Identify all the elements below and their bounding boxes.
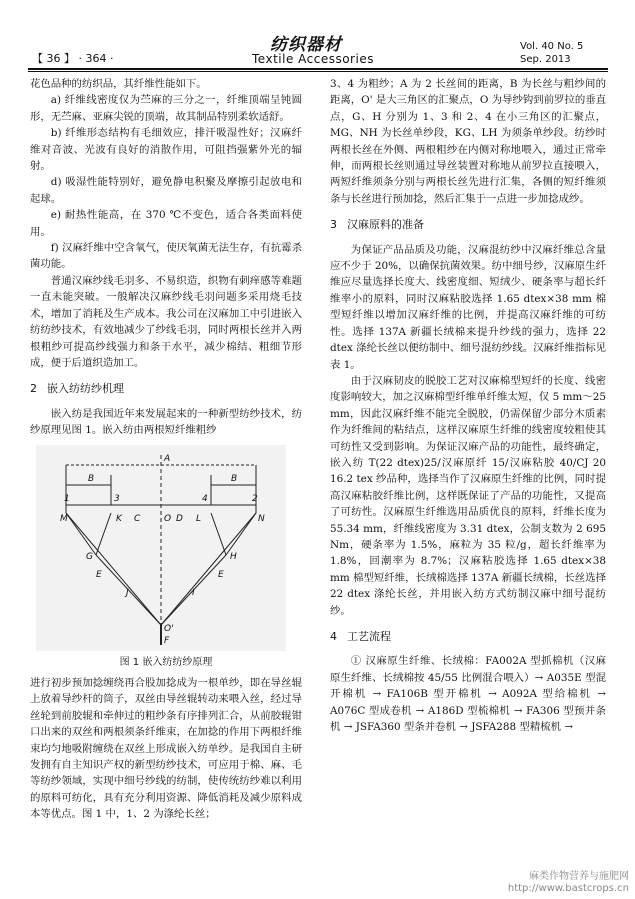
- paragraph: ① 汉麻原生纤维、长绒棉：FA002A 型抓棉机（汉麻原生纤维、长绒棉按 45/55 比例混合喂入）→ A035E 型混开棉机 → FA106B 型开棉机 → A092A 型给棉机 → A076C 型成卷机 → A186D 型梳棉机 → FA306 型预并条机 → JSFA360 型条并卷机 → JSFA288 型精梳机 →: [330, 655, 606, 734]
- label-Op: O': [164, 623, 174, 634]
- figure-caption: 图 1 嵌入纺纺纱原理: [119, 656, 213, 668]
- page-box: 【 36 】: [32, 52, 75, 65]
- section-heading-3: [330, 217, 606, 233]
- label-D: D: [176, 513, 183, 524]
- issue-date: Sep. 2013: [520, 54, 571, 65]
- issue-info: [520, 40, 583, 66]
- label-B: B: [88, 473, 95, 484]
- spinning-diagram: [36, 445, 286, 651]
- paragraph: 进行初步预加捻缠绕再合股加捻成为一根单纱，即在导丝辊上放着导纱杆的筒子，双丝由导丝辊转动来喂入丝，经过导丝轮到前胶辊和牵伸过的粗纱条有序排列汇合，从前胶辊钳口出来的双丝和两根须条纤维束，在加捻的作用下两根纤维束均匀地吸附缠绕在双丝上形成嵌入纺单纱。是我国自主研发拥有自主知识产权的新型纺纱技术，可应用于棉、麻、毛等纺纱领域，实现中细号纱线的纺制，使传统纺纱难以利用的原料可纺化，具有充分利用资源、降低消耗及减少原料成本等优点。图 1 中，1、2 为涤纶长丝；: [30, 676, 302, 821]
- list-item: d) 吸湿性能特别好，避免静电积聚及摩擦引起放电和起球。: [30, 176, 302, 205]
- label-L: L: [196, 513, 202, 524]
- label-J: J: [126, 587, 129, 598]
- label-2: 2: [252, 493, 258, 504]
- watermark: [508, 871, 629, 895]
- list-item: e) 耐热性能高，在 370 ℃不变色，适合各类面料使用。: [30, 209, 302, 238]
- section-heading-2: [30, 381, 302, 397]
- label-K: K: [116, 513, 122, 524]
- section-title: 嵌入纺纺纱机理: [47, 382, 124, 396]
- section-title: 工艺流程: [347, 630, 391, 643]
- page-number: [32, 50, 113, 66]
- paragraph: 3、4 为粗纱；A 为 2 长丝间的距离，B 为长丝与粗纱间的距离，O' 是大三角区的汇聚点，O 为导纱钩到前罗拉的垂直点，G、H 分别为 1、3 和 2、4 在小三角区的汇聚点，MG、NH 为长丝单纱段，KG、LH 为须条单纱段。纺纱时两根长丝在外侧、两根粗纱在内侧对称地喂入，通过正常牵伸，而两根长丝则通过导丝装置对称地从前罗拉直接喂入，两短纤维须条分别与两根长丝先进行汇集，各侧的短纤维须条与长丝进行预加捻，然后汇集于一点进一步加捻成纱。: [330, 78, 606, 205]
- volume: Vol. 40 No. 5: [520, 41, 584, 52]
- section-number: 3: [330, 218, 337, 232]
- watermark-cn: 麻类作物营养与施肥网: [529, 871, 629, 882]
- paragraph: 为保证产品品质及功能，汉麻混纺纱中汉麻纤维总含量应不少于 20%，以确保抗菌效果。纺中细号纱，汉麻原生纤维应尽量选择长度大、线密度细、短绒少、硬条率与超长纤维率小的原料，同时汉麻粘胶选择 1.65 dtex×38 mm 棉型短纤维以增加汉麻纤维的比例，并提高汉麻纤维的可纺性。选择 137A 新疆长绒棉来提升纱线的强力，选择 22 dtex 涤纶长丝以便纺制中、细号混纺纱线。汉麻纤维指标见表 1。: [330, 243, 606, 371]
- label-E2: E: [218, 569, 224, 580]
- section-number: 4: [330, 630, 337, 643]
- label-4: 4: [202, 493, 208, 504]
- label-F: F: [164, 635, 170, 646]
- left-column: [30, 76, 302, 823]
- list-item: f) 汉麻纤维中空含氧气，使厌氧菌无法生存，有抗霉杀菌功能。: [30, 242, 302, 271]
- paragraph: 花色品种的纺织品，其纤维性能如下。: [30, 78, 207, 90]
- page-header: [0, 0, 635, 72]
- page-no: · 364 ·: [78, 52, 114, 65]
- label-O: O: [164, 513, 172, 524]
- label-H: H: [230, 551, 237, 562]
- section-number: 2: [30, 382, 37, 396]
- list-item: b) 纤维形态结构有毛细效应，排汗吸湿性好；汉麻纤维对音波、光波有良好的消散作用，可阻挡强紫外光的辐射。: [30, 127, 302, 173]
- header-rule-thick: [28, 68, 608, 70]
- label-C: C: [134, 513, 141, 524]
- label-G: G: [86, 551, 93, 562]
- label-E: E: [96, 569, 102, 580]
- watermark-url: http://www.bastcrops.cn: [507, 883, 629, 894]
- list-item: a) 纤维线密度仅为苎麻的三分之一，纤维顶端呈钝圆形，无苎麻、亚麻尖锐的顶端，故其制品特别柔软适舒。: [30, 94, 302, 123]
- paragraph: 由于汉麻韧皮的脱胶工艺对汉麻棉型短纤的长度、线密度影响较大，加之汉麻棉型纤维单纤维太短，仅 5 mm～25 mm，因此汉麻纤维不能完全脱胶，仍需保留少部分木质素作为纤维间的粘结点，这样汉麻原生纤维的线密度较粗使其可纺性又受到影响。为保证汉麻产品的功能性，最终确定，嵌入纺 T(22 dtex)25/汉麻原纤 15/汉麻粘胶 40/CJ 20 16.2 tex 纱品种，选择当作了汉麻原生纤维的比例，同时提高汉麻粘胶纤维比例，这样既保证了产品的功能性，又提高了可纺性。汉麻原生纤维选用品质优良的原料，纤维长度为 55.34 mm，纤维线密度为 3.31 dtex，公制支数为 2 695 Nm，硬条率为 1.5%，麻粒为 35 粒/g，超长纤维率为 1.8%，回潮率为 8.7%；汉麻粘胶选择 1.65 dtex×38 mm 棉型短纤维，长绒棉选择 137A 新疆长绒棉，长丝选择 22 dtex 涤纶长丝，并用嵌入纺方式纺制汉麻中细号混纺纱。: [330, 374, 606, 617]
- section-title: 汉麻原料的准备: [347, 218, 424, 232]
- label-1: 1: [64, 493, 70, 504]
- right-column: [330, 76, 606, 735]
- header-rule-thin: [28, 71, 608, 72]
- journal-title-cn: 纺织器材: [270, 35, 342, 55]
- label-M: M: [60, 513, 68, 524]
- label-3: 3: [114, 493, 120, 504]
- label-B2: B: [231, 473, 238, 484]
- label-I: I: [192, 587, 195, 598]
- label-N: N: [258, 513, 265, 524]
- figure-1: [36, 445, 286, 651]
- label-A: A: [164, 453, 171, 464]
- journal-title-en: Textile Accessories: [252, 52, 374, 66]
- paragraph: 嵌入纺是我国近年来发展起来的一种新型纺纱技术，纺纱原理见图 1。嵌入纺由两根短纤维粗纱: [30, 407, 302, 437]
- section-heading-4: [330, 629, 606, 645]
- paragraph: 普通汉麻纱线毛羽多、不易织造，织物有刺痒感等难题一直未能突破。一般解决汉麻纱线毛羽问题多采用烧毛技术，增加了消耗及生产成本。我公司在汉麻加工中引进嵌入纺纺纱技术，有效地减少了纱线毛羽，同时两根长丝并入两根粗纱可提高纱线强力和条干水平，减少棉结、粗细节形成，便于后道织造加工。: [30, 274, 302, 369]
